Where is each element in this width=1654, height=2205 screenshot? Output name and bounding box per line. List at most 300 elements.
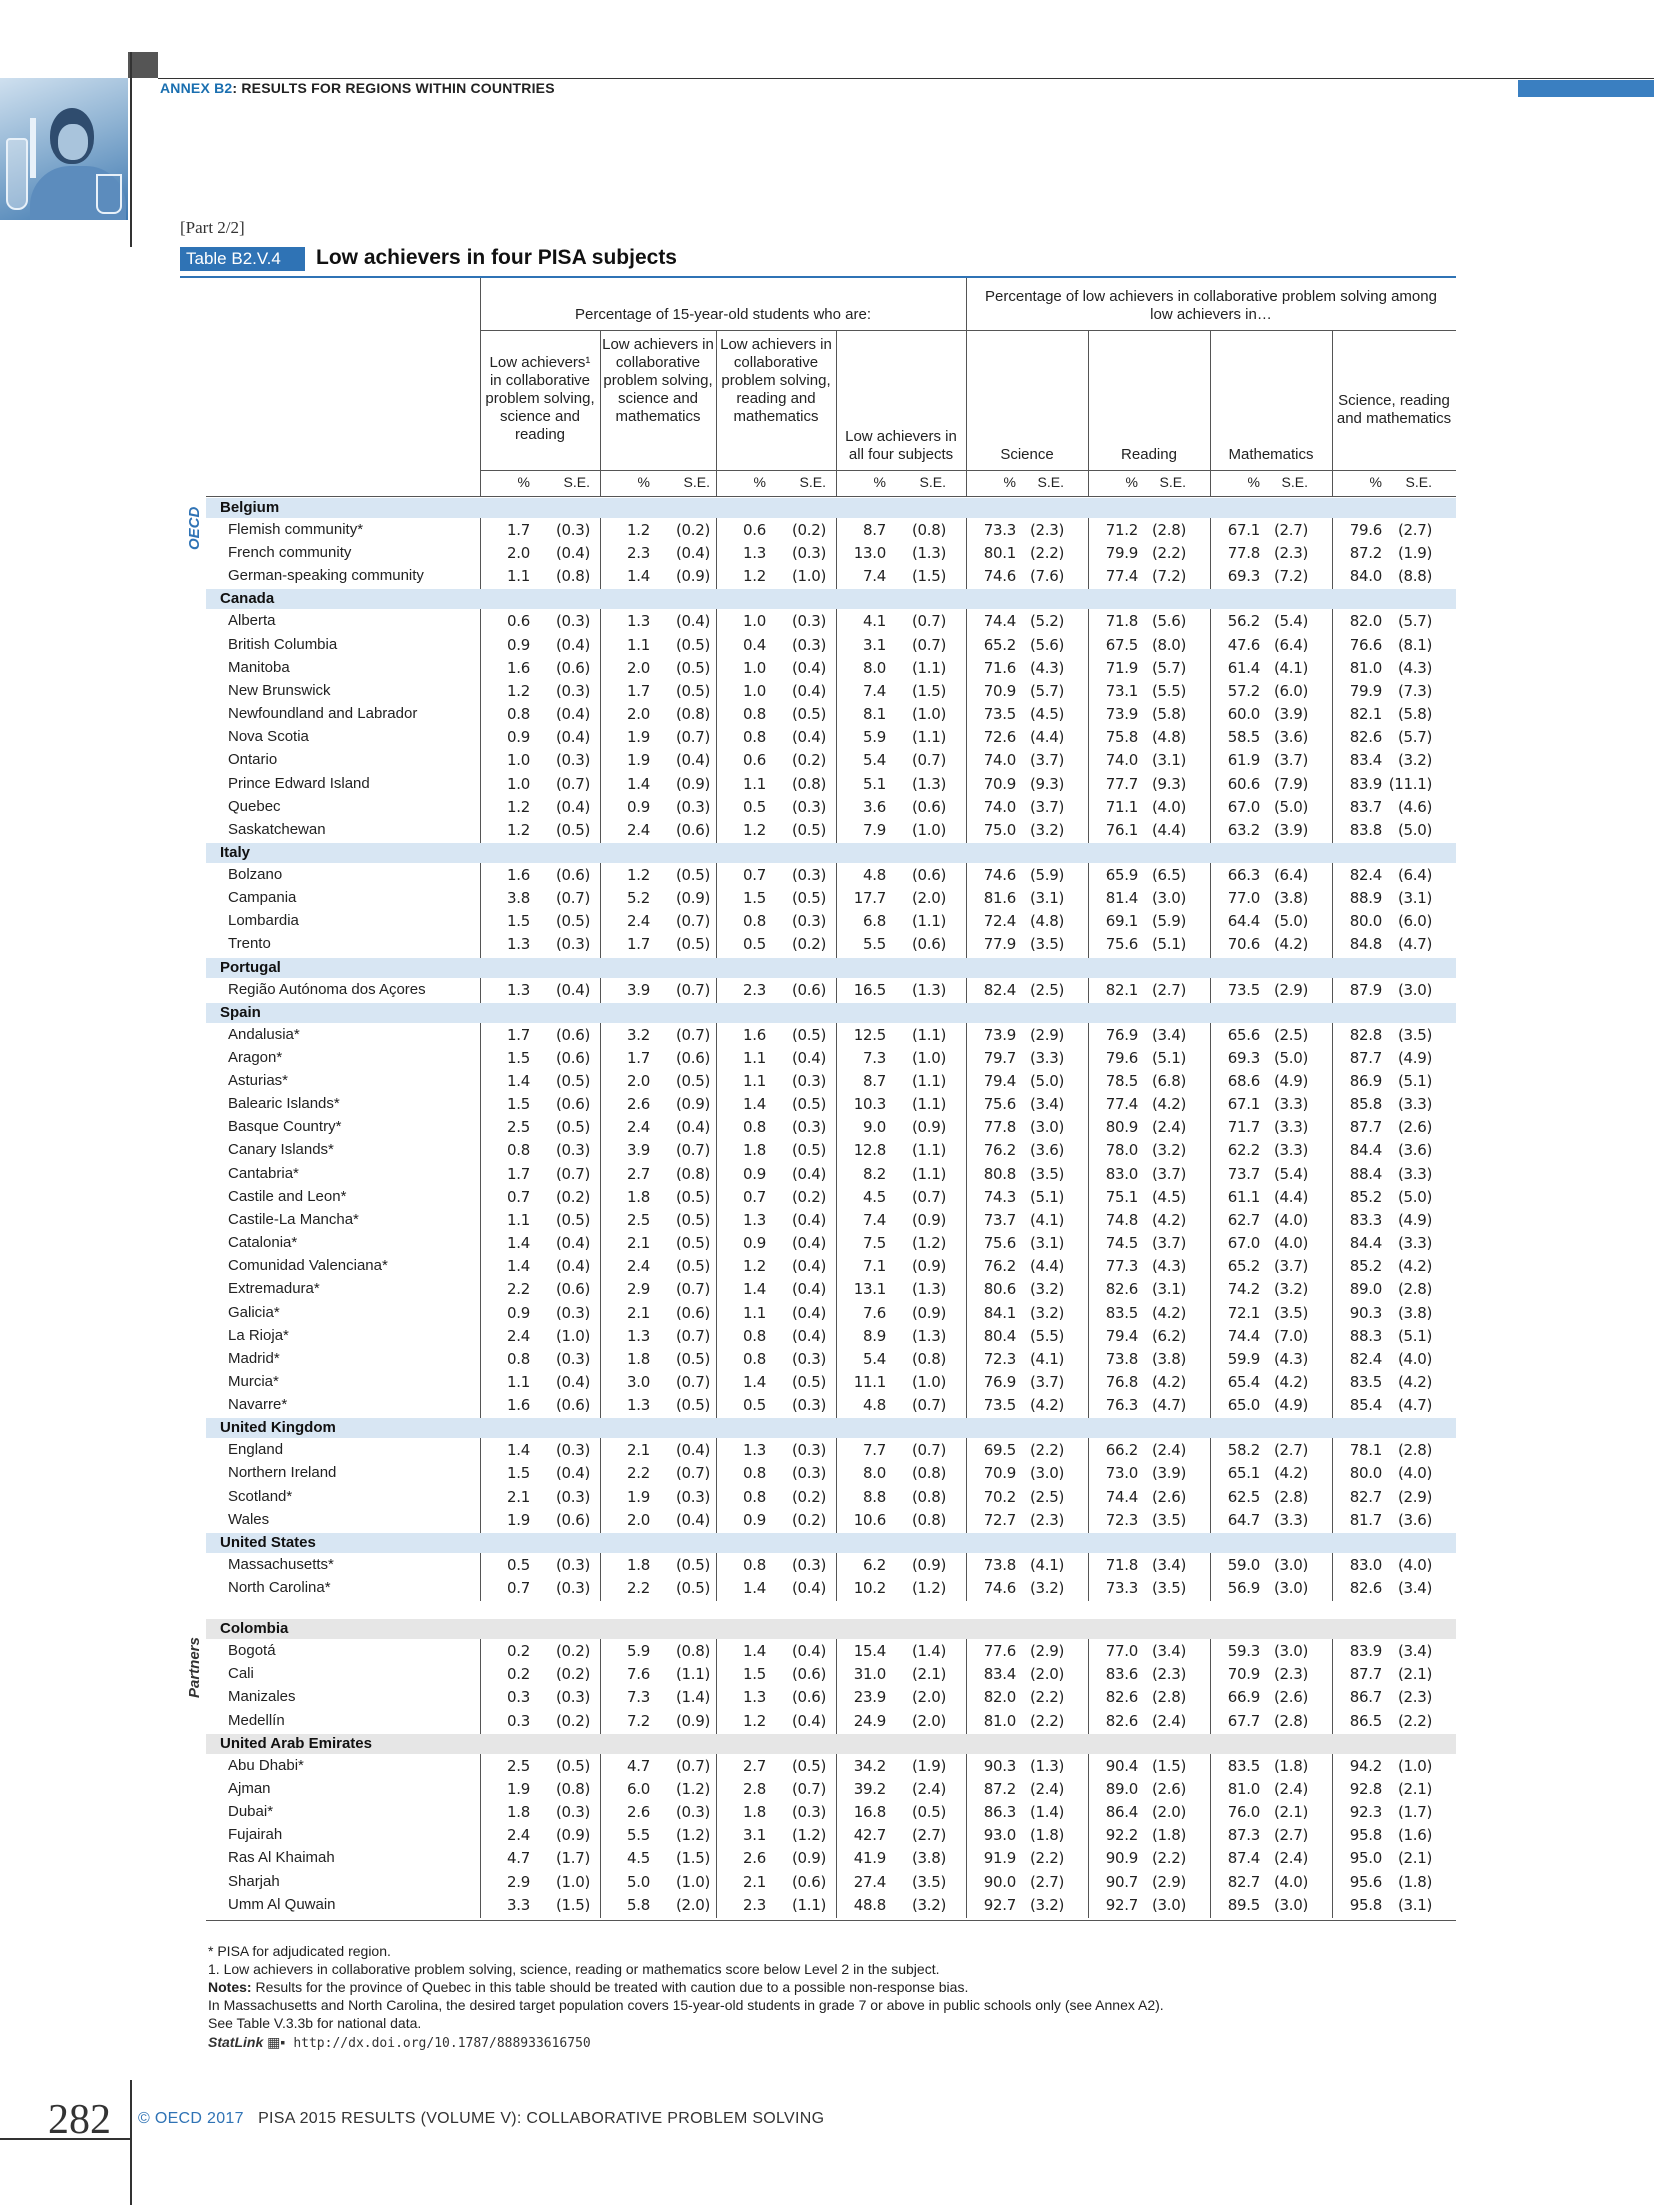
cell-se: (0.3) xyxy=(555,751,590,770)
cell-se: (0.4) xyxy=(555,728,590,747)
cell-pct: 74.0 xyxy=(1105,751,1138,770)
cell-pct: 0.5 xyxy=(743,797,766,816)
cell-pct: 81.0 xyxy=(1227,1779,1260,1798)
col-divider xyxy=(966,1639,967,1734)
subheader-pct: % xyxy=(1369,474,1382,490)
cell-pct: 15.4 xyxy=(853,1642,886,1661)
cell-pct: 1.0 xyxy=(507,751,530,770)
cell-se: (1.7) xyxy=(1397,1803,1432,1822)
cell-se: (3.0) xyxy=(1029,1464,1064,1483)
cell-se: (4.5) xyxy=(1151,1187,1186,1206)
cell-pct: 0.4 xyxy=(743,635,766,654)
cell-pct: 73.5 xyxy=(983,1396,1016,1415)
cell-pct: 90.9 xyxy=(1105,1849,1138,1868)
cell-se: (3.3) xyxy=(1397,1095,1432,1114)
cell-se: (0.6) xyxy=(675,1048,710,1067)
cell-pct: 61.9 xyxy=(1227,751,1260,770)
cell-se: (2.0) xyxy=(1029,1665,1064,1684)
cell-se: (1.3) xyxy=(1029,1756,1064,1775)
cell-pct: 66.2 xyxy=(1105,1441,1138,1460)
cell-se: (0.2) xyxy=(791,1510,826,1529)
cell-se: (0.4) xyxy=(791,1303,826,1322)
cell-pct: 3.0 xyxy=(627,1372,650,1391)
cell-pct: 76.6 xyxy=(1349,635,1382,654)
cell-pct: 90.3 xyxy=(983,1756,1016,1775)
cell-se: (0.2) xyxy=(791,521,826,539)
cell-se: (3.4) xyxy=(1151,1025,1186,1044)
cell-pct: 2.9 xyxy=(507,1872,530,1891)
cell-se: (1.5) xyxy=(675,1849,710,1868)
cell-se: (2.3) xyxy=(1273,544,1308,563)
cell-se: (0.3) xyxy=(555,521,590,539)
col-divider xyxy=(1088,863,1089,958)
cell-se: (1.1) xyxy=(911,1025,946,1044)
cell-pct: 59.3 xyxy=(1227,1642,1260,1661)
cell-se: (4.4) xyxy=(1029,728,1064,747)
cell-se: (3.3) xyxy=(1029,1048,1064,1067)
col-divider xyxy=(836,1754,837,1918)
row-label: Nova Scotia xyxy=(228,728,309,746)
cell-pct: 4.7 xyxy=(627,1756,650,1775)
col-divider xyxy=(1088,1438,1089,1533)
cell-pct: 77.7 xyxy=(1105,774,1138,793)
cell-pct: 77.0 xyxy=(1105,1642,1138,1661)
cell-se: (1.8) xyxy=(1029,1826,1064,1845)
cell-se: (0.5) xyxy=(675,1579,710,1597)
row-label: British Columbia xyxy=(228,635,338,653)
cell-pct: 83.5 xyxy=(1105,1303,1138,1322)
col-divider xyxy=(1332,1754,1333,1918)
cell-se: (0.3) xyxy=(555,681,590,700)
cell-pct: 77.6 xyxy=(983,1642,1016,1661)
cell-se: (2.1) xyxy=(1273,1803,1308,1822)
cell-se: (1.1) xyxy=(911,728,946,747)
cell-pct: 72.1 xyxy=(1227,1303,1260,1322)
cell-se: (1.3) xyxy=(911,1280,946,1299)
cell-pct: 7.5 xyxy=(863,1234,886,1253)
cell-se: (0.4) xyxy=(791,728,826,747)
table-title: Low achievers in four PISA subjects xyxy=(316,246,677,269)
cell-pct: 75.0 xyxy=(983,820,1016,839)
cell-se: (3.3) xyxy=(1273,1118,1308,1137)
cell-se: (6.4) xyxy=(1397,865,1432,884)
cell-pct: 1.6 xyxy=(507,1396,530,1415)
cell-se: (0.5) xyxy=(675,1349,710,1368)
cell-se: (2.6) xyxy=(1151,1487,1186,1506)
cell-se: (5.0) xyxy=(1273,912,1308,931)
cell-pct: 0.8 xyxy=(743,728,766,747)
cell-se: (0.5) xyxy=(791,889,826,908)
row-label: Balearic Islands* xyxy=(228,1095,340,1113)
cell-pct: 79.7 xyxy=(983,1048,1016,1067)
cell-se: (0.3) xyxy=(791,1072,826,1090)
cell-pct: 0.9 xyxy=(743,1234,766,1253)
cell-pct: 42.7 xyxy=(853,1826,886,1845)
cell-pct: 1.3 xyxy=(743,1688,766,1707)
cell-pct: 68.6 xyxy=(1227,1072,1260,1090)
col-divider xyxy=(716,518,717,589)
cell-pct: 85.8 xyxy=(1349,1095,1382,1114)
cell-se: (5.9) xyxy=(1029,865,1064,884)
cell-pct: 74.6 xyxy=(983,865,1016,884)
cell-pct: 86.5 xyxy=(1349,1711,1382,1730)
cell-pct: 1.4 xyxy=(627,774,650,793)
cell-se: (0.7) xyxy=(675,1141,710,1160)
cell-pct: 78.0 xyxy=(1105,1141,1138,1160)
cell-se: (0.9) xyxy=(911,1303,946,1322)
cell-pct: 65.2 xyxy=(1227,1257,1260,1276)
cell-se: (1.0) xyxy=(911,820,946,839)
cell-pct: 2.0 xyxy=(507,544,530,563)
cell-pct: 65.0 xyxy=(1227,1396,1260,1415)
cell-se: (0.3) xyxy=(791,1441,826,1460)
row-label: Flemish community* xyxy=(228,521,364,538)
cell-se: (6.2) xyxy=(1151,1326,1186,1345)
cell-pct: 90.3 xyxy=(1349,1303,1382,1322)
cell-pct: 74.5 xyxy=(1105,1234,1138,1253)
cell-se: (2.2) xyxy=(1151,1849,1186,1868)
cell-pct: 90.7 xyxy=(1105,1872,1138,1891)
cell-se: (0.3) xyxy=(555,1803,590,1822)
cell-pct: 62.2 xyxy=(1227,1141,1260,1160)
col-divider xyxy=(836,978,837,1003)
cell-se: (0.8) xyxy=(675,1642,710,1661)
cell-pct: 1.2 xyxy=(743,820,766,839)
subheader-se: S.E. xyxy=(1037,474,1064,490)
cell-pct: 82.1 xyxy=(1349,705,1382,724)
cell-pct: 1.1 xyxy=(507,1372,530,1391)
cell-pct: 0.9 xyxy=(507,635,530,654)
cell-se: (3.6) xyxy=(1397,1510,1432,1529)
cell-pct: 0.3 xyxy=(507,1711,530,1730)
row-label: Manizales xyxy=(228,1688,296,1706)
cell-pct: 60.6 xyxy=(1227,774,1260,793)
cell-pct: 8.7 xyxy=(863,521,886,539)
cell-pct: 66.3 xyxy=(1227,865,1260,884)
cell-pct: 71.8 xyxy=(1105,612,1138,631)
cell-se: (1.1) xyxy=(911,912,946,931)
group-header: Spain xyxy=(206,1003,1456,1023)
group-header: Portugal xyxy=(206,958,1456,978)
cell-se: (2.9) xyxy=(1029,1642,1064,1661)
cell-pct: 31.0 xyxy=(853,1665,886,1684)
cell-pct: 83.6 xyxy=(1105,1665,1138,1684)
cell-se: (0.5) xyxy=(675,1555,710,1574)
cell-pct: 73.7 xyxy=(983,1210,1016,1229)
cell-pct: 82.6 xyxy=(1105,1280,1138,1299)
cell-pct: 73.0 xyxy=(1105,1464,1138,1483)
col-divider xyxy=(600,978,601,1003)
cell-se: (5.7) xyxy=(1397,728,1432,747)
cell-pct: 71.9 xyxy=(1105,658,1138,677)
cell-se: (0.5) xyxy=(791,705,826,724)
cell-se: (1.0) xyxy=(555,1872,590,1891)
cell-pct: 56.9 xyxy=(1227,1579,1260,1597)
cell-pct: 5.9 xyxy=(863,728,886,747)
cell-pct: 67.0 xyxy=(1227,1234,1260,1253)
side-label-partners: Partners xyxy=(186,1637,203,1698)
row-label: Região Autónoma dos Açores xyxy=(228,980,426,998)
statlink-icon: ▦▪ xyxy=(267,2034,286,2050)
cell-pct: 77.4 xyxy=(1105,567,1138,586)
cell-pct: 1.5 xyxy=(507,1095,530,1114)
subheader-se: S.E. xyxy=(1281,474,1308,490)
col-divider xyxy=(836,1438,837,1533)
statlink-url[interactable]: http://dx.doi.org/10.1787/888933616750 xyxy=(293,2036,591,2051)
cell-pct: 1.3 xyxy=(743,1210,766,1229)
cell-pct: 1.1 xyxy=(743,1048,766,1067)
cell-pct: 1.3 xyxy=(627,612,650,631)
col-divider xyxy=(836,609,837,843)
cell-se: (6.4) xyxy=(1273,635,1308,654)
cell-se: (0.3) xyxy=(791,797,826,816)
cell-pct: 58.5 xyxy=(1227,728,1260,747)
row-label: England xyxy=(228,1441,284,1459)
cell-se: (0.8) xyxy=(555,567,590,586)
cell-se: (0.3) xyxy=(791,1396,826,1415)
cell-pct: 0.7 xyxy=(743,1187,766,1206)
cell-pct: 2.6 xyxy=(743,1849,766,1868)
cell-pct: 17.7 xyxy=(853,889,886,908)
cell-se: (0.6) xyxy=(555,1280,590,1299)
cell-pct: 5.4 xyxy=(863,751,886,770)
cell-se: (0.6) xyxy=(791,1872,826,1891)
cell-se: (3.8) xyxy=(1151,1349,1186,1368)
row-label: Ontario xyxy=(228,751,278,769)
cell-pct: 95.0 xyxy=(1349,1849,1382,1868)
page-footer-text: © OECD 2017 PISA 2015 RESULTS (VOLUME V): COLLABORATIVE PROBLEM SOLVING xyxy=(138,2110,825,2127)
cell-pct: 73.9 xyxy=(1105,705,1138,724)
col-divider xyxy=(600,863,601,958)
cell-pct: 82.0 xyxy=(1349,612,1382,631)
cell-pct: 1.6 xyxy=(507,865,530,884)
cell-pct: 72.4 xyxy=(983,912,1016,931)
header-group-low-achievers: Percentage of low achievers in collaborative problem solving among low achievers in… xyxy=(985,288,1437,323)
cell-pct: 95.8 xyxy=(1349,1826,1382,1845)
page-number: 282 xyxy=(48,2097,111,2143)
cell-se: (4.3) xyxy=(1273,1349,1308,1368)
cell-se: (5.7) xyxy=(1029,681,1064,700)
column-header: Low achievers¹ in collaborative problem solving, science and reading xyxy=(485,354,595,443)
cell-pct: 6.0 xyxy=(627,1779,650,1798)
cell-se: (5.0) xyxy=(1397,820,1432,839)
cell-se: (1.0) xyxy=(911,705,946,724)
cell-pct: 84.0 xyxy=(1349,567,1382,586)
cell-se: (3.5) xyxy=(1029,935,1064,954)
cell-se: (2.8) xyxy=(1151,1688,1186,1707)
cell-pct: 7.3 xyxy=(627,1688,650,1707)
cell-pct: 80.9 xyxy=(1105,1118,1138,1137)
cell-se: (0.6) xyxy=(555,1396,590,1415)
cell-pct: 57.2 xyxy=(1227,681,1260,700)
cell-pct: 83.9 xyxy=(1349,1642,1382,1661)
cell-se: (0.5) xyxy=(791,820,826,839)
col-divider xyxy=(716,1023,717,1419)
cell-pct: 0.7 xyxy=(507,1579,530,1597)
cell-pct: 5.8 xyxy=(627,1895,650,1914)
subheader-se: S.E. xyxy=(799,474,826,490)
cell-se: (1.9) xyxy=(1397,544,1432,563)
row-label: Murcia* xyxy=(228,1372,279,1390)
cell-se: (3.7) xyxy=(1029,751,1064,770)
col-divider xyxy=(716,1754,717,1918)
cell-pct: 83.5 xyxy=(1349,1372,1382,1391)
cell-se: (3.2) xyxy=(1029,1579,1064,1597)
cell-pct: 73.7 xyxy=(1227,1164,1260,1183)
row-label: Asturias* xyxy=(228,1072,289,1089)
cell-se: (1.5) xyxy=(555,1895,590,1914)
col-divider xyxy=(716,1438,717,1533)
cell-pct: 1.5 xyxy=(743,1665,766,1684)
cell-se: (0.5) xyxy=(555,820,590,839)
cell-pct: 0.6 xyxy=(507,612,530,631)
footnote-adjudicated: * PISA for adjudicated region. xyxy=(208,1943,391,1959)
col-divider xyxy=(1332,609,1333,843)
cell-pct: 87.3 xyxy=(1227,1826,1260,1845)
column-header: Mathematics xyxy=(1228,446,1314,463)
cell-pct: 90.0 xyxy=(983,1872,1016,1891)
cell-se: (0.4) xyxy=(791,658,826,677)
cell-se: (1.2) xyxy=(791,1826,826,1845)
cell-pct: 7.4 xyxy=(863,567,886,586)
cell-se: (0.9) xyxy=(675,774,710,793)
subheader-pct: % xyxy=(1003,474,1016,490)
subheader-pct: % xyxy=(1247,474,1260,490)
header-rule xyxy=(480,330,1456,331)
cell-pct: 2.7 xyxy=(743,1756,766,1775)
cell-pct: 72.3 xyxy=(1105,1510,1138,1529)
cell-se: (2.5) xyxy=(1273,1025,1308,1044)
cell-se: (0.3) xyxy=(791,544,826,563)
cell-pct: 1.4 xyxy=(743,1280,766,1299)
cell-pct: 41.9 xyxy=(853,1849,886,1868)
col-divider xyxy=(1332,1023,1333,1419)
cell-pct: 1.1 xyxy=(627,635,650,654)
row-label: Madrid* xyxy=(228,1349,280,1367)
cell-pct: 6.8 xyxy=(863,912,886,931)
cell-se: (0.6) xyxy=(555,1025,590,1044)
cell-se: (3.2) xyxy=(1029,1280,1064,1299)
cell-se: (3.6) xyxy=(1029,1141,1064,1160)
cell-se: (4.3) xyxy=(1151,1257,1186,1276)
cell-pct: 73.3 xyxy=(1105,1579,1138,1597)
row-label: Basque Country* xyxy=(228,1118,342,1136)
col-divider xyxy=(966,609,967,843)
cell-pct: 1.3 xyxy=(507,980,530,999)
cell-pct: 62.7 xyxy=(1227,1210,1260,1229)
cell-pct: 80.6 xyxy=(983,1280,1016,1299)
cell-se: (9.3) xyxy=(1151,774,1186,793)
cell-se: (0.4) xyxy=(675,1441,710,1460)
cell-se: (4.9) xyxy=(1397,1210,1432,1229)
cell-pct: 92.2 xyxy=(1105,1826,1138,1845)
col-divider xyxy=(1088,1639,1089,1734)
cell-se: (2.6) xyxy=(1151,1779,1186,1798)
cell-se: (3.5) xyxy=(911,1872,946,1891)
table-bottom-rule xyxy=(206,1920,1456,1921)
cell-se: (1.3) xyxy=(911,544,946,563)
cell-se: (3.0) xyxy=(1151,889,1186,908)
cell-pct: 74.2 xyxy=(1227,1280,1260,1299)
cell-se: (0.3) xyxy=(791,1464,826,1483)
cell-se: (2.6) xyxy=(1273,1688,1308,1707)
group-header: Belgium xyxy=(206,498,1456,518)
col-divider xyxy=(1088,609,1089,843)
cell-pct: 0.9 xyxy=(507,728,530,747)
cell-se: (2.4) xyxy=(1151,1711,1186,1730)
cell-se: (0.4) xyxy=(555,635,590,654)
cell-se: (3.1) xyxy=(1029,889,1064,908)
cell-se: (0.4) xyxy=(675,544,710,563)
cell-pct: 7.4 xyxy=(863,681,886,700)
cell-pct: 8.1 xyxy=(863,705,886,724)
cell-se: (2.3) xyxy=(1029,1510,1064,1529)
cell-pct: 80.1 xyxy=(983,544,1016,563)
row-label: Saskatchewan xyxy=(228,820,326,838)
cell-pct: 76.8 xyxy=(1105,1372,1138,1391)
cell-pct: 1.4 xyxy=(743,1579,766,1597)
row-label: Northern Ireland xyxy=(228,1464,337,1482)
subheader-pct: % xyxy=(1125,474,1138,490)
cell-se: (5.6) xyxy=(1151,612,1186,631)
cell-se: (2.2) xyxy=(1029,1688,1064,1707)
col-divider xyxy=(600,1553,601,1601)
cell-se: (0.8) xyxy=(911,1487,946,1506)
cell-se: (6.0) xyxy=(1273,681,1308,700)
cell-pct: 75.6 xyxy=(983,1095,1016,1114)
cell-se: (4.9) xyxy=(1273,1072,1308,1090)
cell-pct: 77.4 xyxy=(1105,1095,1138,1114)
cell-pct: 2.2 xyxy=(507,1280,530,1299)
cell-pct: 79.4 xyxy=(1105,1326,1138,1345)
cell-se: (6.4) xyxy=(1273,865,1308,884)
col-divider xyxy=(480,863,481,958)
cell-pct: 87.7 xyxy=(1349,1118,1382,1137)
cell-se: (3.0) xyxy=(1029,1118,1064,1137)
cell-pct: 77.0 xyxy=(1227,889,1260,908)
header-group-students: Percentage of 15-year-old students who are: xyxy=(574,306,871,323)
cell-se: (0.6) xyxy=(911,865,946,884)
cell-se: (0.3) xyxy=(791,1555,826,1574)
cell-pct: 2.2 xyxy=(627,1464,650,1483)
cell-se: (0.4) xyxy=(791,1164,826,1183)
cell-pct: 82.6 xyxy=(1105,1711,1138,1730)
cell-se: (3.7) xyxy=(1273,1257,1308,1276)
row-label: Galicia* xyxy=(228,1303,280,1321)
cell-se: (1.1) xyxy=(675,1665,710,1684)
cell-pct: 5.9 xyxy=(627,1642,650,1661)
cell-se: (4.5) xyxy=(1029,705,1064,724)
cell-pct: 95.6 xyxy=(1349,1872,1382,1891)
cell-se: (4.8) xyxy=(1151,728,1186,747)
cell-se: (2.7) xyxy=(1029,1872,1064,1891)
cell-se: (2.6) xyxy=(1397,1118,1432,1137)
col-divider xyxy=(600,1023,601,1419)
cell-se: (0.7) xyxy=(675,912,710,931)
cell-pct: 1.4 xyxy=(743,1642,766,1661)
cell-pct: 0.9 xyxy=(743,1164,766,1183)
cell-se: (3.3) xyxy=(1397,1234,1432,1253)
cell-pct: 83.0 xyxy=(1105,1164,1138,1183)
cell-pct: 0.7 xyxy=(743,865,766,884)
cell-se: (1.5) xyxy=(1151,1756,1186,1775)
cell-se: (0.3) xyxy=(675,1487,710,1506)
cell-pct: 84.1 xyxy=(983,1303,1016,1322)
row-label: Comunidad Valenciana* xyxy=(228,1257,388,1275)
cell-se: (0.3) xyxy=(791,865,826,884)
statlink[interactable] xyxy=(208,2034,591,2051)
cell-se: (4.7) xyxy=(1397,1396,1432,1415)
